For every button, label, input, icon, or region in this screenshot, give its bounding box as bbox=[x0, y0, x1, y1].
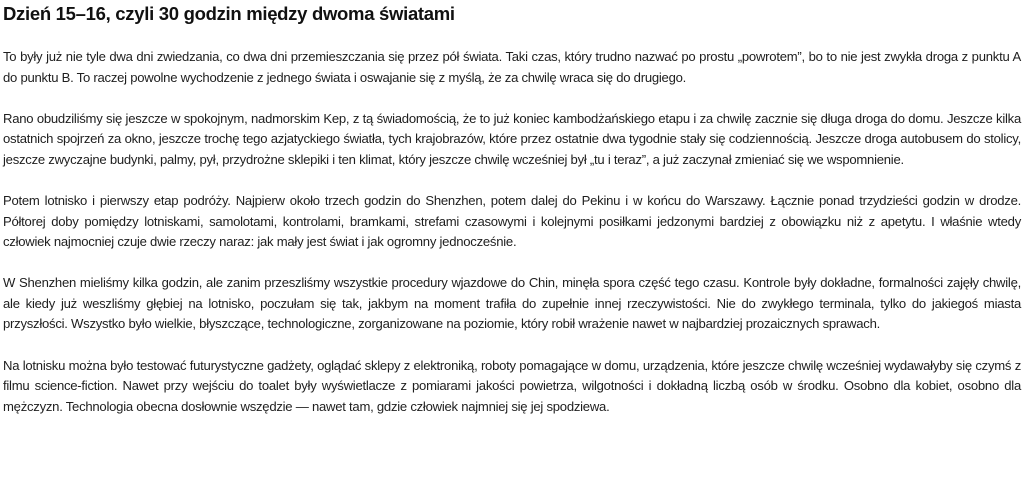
article-paragraph: Na lotnisku można było testować futurystyczne gadżety, oglądać sklepy z elektroniką, roboty pomagające w domu, urządzenia, które jeszcze chwilę wcześniej wydawałyby się czymś z filmu science-fiction. Nawet przy wejściu do toalet były wyświetlacze z pomiarami jakości powietrza, wilgotności i dokładną liczbą osób w środku. Osobno dla kobiet, osobno dla mężczyzn. Technologia obecna dosłownie wszędzie — nawet tam, gdzie człowiek najmniej się jej spodziewa. bbox=[3, 357, 1021, 414]
article-title: Dzień 15–16, czyli 30 godzin między dwoma światami bbox=[3, 3, 455, 24]
article-paragraph: To były już nie tyle dwa dni zwiedzania, co dwa dni przemieszczania się przez pół świata. Taki czas, który trudno nazwać po prostu „powrotem”, bo to nie jest zwykła droga z punktu A do punktu B. To raczej powolne wychodzenie z jednego świata i oswajanie się z myślą, że za chwilę wraca się do drugiego. bbox=[3, 49, 1021, 85]
article-paragraph: Rano obudziliśmy się jeszcze w spokojnym, nadmorskim Kep, z tą świadomością, że to już koniec kambodżańskiego etapu i za chwilę zacznie się długa droga do domu. Jeszcze kilka ostatnich spojrzeń za okno, jeszcze trochę tego azjatyckiego światła, tych krajobrazów, które przez ostatnie dwa tygodnie stały się codziennością. Jeszcze droga autobusem do stolicy, jeszcze zwyczajne budynki, palmy, pył, przydrożne sklepiki i ten klimat, który jeszcze chwilę wcześniej był „tu i teraz”, a już zaczynał zmieniać się we wspomnienie. bbox=[3, 110, 1021, 167]
article-paragraph: Potem lotnisko i pierwszy etap podróży. Najpierw około trzech godzin do Shenzhen, potem dalej do Pekinu i w końcu do Warszawy. Łącznie ponad trzydzieści godzin w drodze. Półtorej doby pomiędzy lotniskami, samolotami, kontrolami, bramkami, strefami czasowymi i kolejnymi posiłkami jedzonymi bardziej z obowiązku niż z apetytu. I właśnie wtedy człowiek najmocniej czuje dwie rzeczy naraz: jak mały jest świat i jak ogromny jednocześnie. bbox=[3, 192, 1021, 250]
article-paragraph: W Shenzhen mieliśmy kilka godzin, ale zanim przeszliśmy wszystkie procedury wjazdowe do Chin, minęła spora część tego czasu. Kontrole były dokładne, formalności zajęły chwilę, ale kiedy już weszliśmy głębiej na lotnisko, poczułam się tak, jakbym na moment trafiła do zupełnie innej rzeczywistości. Nie do zwykłego terminala, tylko do jakiegoś miasta przyszłości. Wszystko było wielkie, błyszczące, technologiczne, zorganizowane na poziomie, który robił wrażenie nawet w najbardziej prozaicznych sprawach. bbox=[3, 275, 1021, 332]
